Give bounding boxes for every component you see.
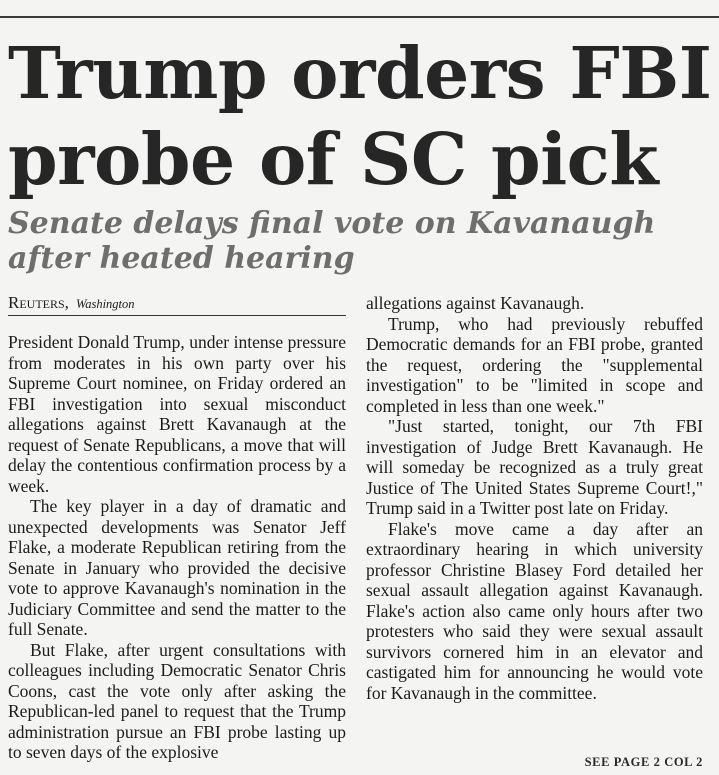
article-column-right	[366, 293, 703, 703]
article-paragraph-continuation: allegations against Kavanaugh.	[366, 293, 585, 313]
headline-line-2: probe of SC pick	[8, 117, 659, 201]
article-paragraph: "Just started, tonight, our 7th FBI investigation of Judge Brett Kavanaugh. He will someday be recognized as a truly great Justice of The United States Supreme Court!," Trump said in a Twitter post late on Friday.	[366, 416, 703, 518]
byline-rule	[8, 315, 346, 316]
article-paragraph: President Donald Trump, under intense pressure from moderates in his own party over his Supreme Court nominee, on Friday ordered an FBI investigation into sexual misconduct allegations against Brett Kavanaugh at the request of Senate Republicans, a move that will delay the contentious confirmation process by a week.	[8, 332, 346, 496]
article-paragraph: The key player in a day of dramatic and unexpected developments was Senator Jeff Flake, a moderate Republican retiring from the Senate in January who provided the decisive vote to approve Kavanaugh's nomination in the Judiciary Committee and send the matter to the full Senate.	[8, 496, 346, 639]
headline	[8, 30, 713, 202]
article-paragraph: Trump, who had previously rebuffed Democratic demands for an FBI probe, granted the request, ordering the "supplemental investigation" to be "limited in scope and completed in less than one week."	[366, 313, 703, 416]
subheadline-line-2: after heated hearing	[8, 241, 355, 276]
article-column-left	[8, 293, 346, 763]
headline-line-1: Trump orders FBI	[8, 31, 712, 115]
subheadline-line-1: Senate delays final vote on Kavanaugh	[8, 206, 656, 241]
byline-place: Washington	[75, 297, 135, 311]
top-rule	[0, 16, 719, 18]
jump-line: SEE PAGE 2 COL 2	[584, 755, 703, 769]
byline-agency: Reuters,	[8, 293, 69, 312]
article-paragraph: But Flake, after urgent consultations with colleagues including Democratic Senator Chris Coons, cast the vote only after asking the Republican-led panel to request that the Trump administration pursue an FBI probe lasting up to seven days of the explosive	[8, 639, 346, 762]
subheadline	[8, 206, 713, 276]
byline	[8, 293, 346, 314]
article-paragraph: Flake's move came a day after an extraordinary hearing in which university professor Christine Blasey Ford detailed her sexual assault allegation against Kavanaugh. Flake's action also came only hours after two protesters who said they were sexual assault survivors cornered him in an elevator and castigated him for announcing he would vote for Kavanaugh in the committee.	[366, 518, 703, 703]
